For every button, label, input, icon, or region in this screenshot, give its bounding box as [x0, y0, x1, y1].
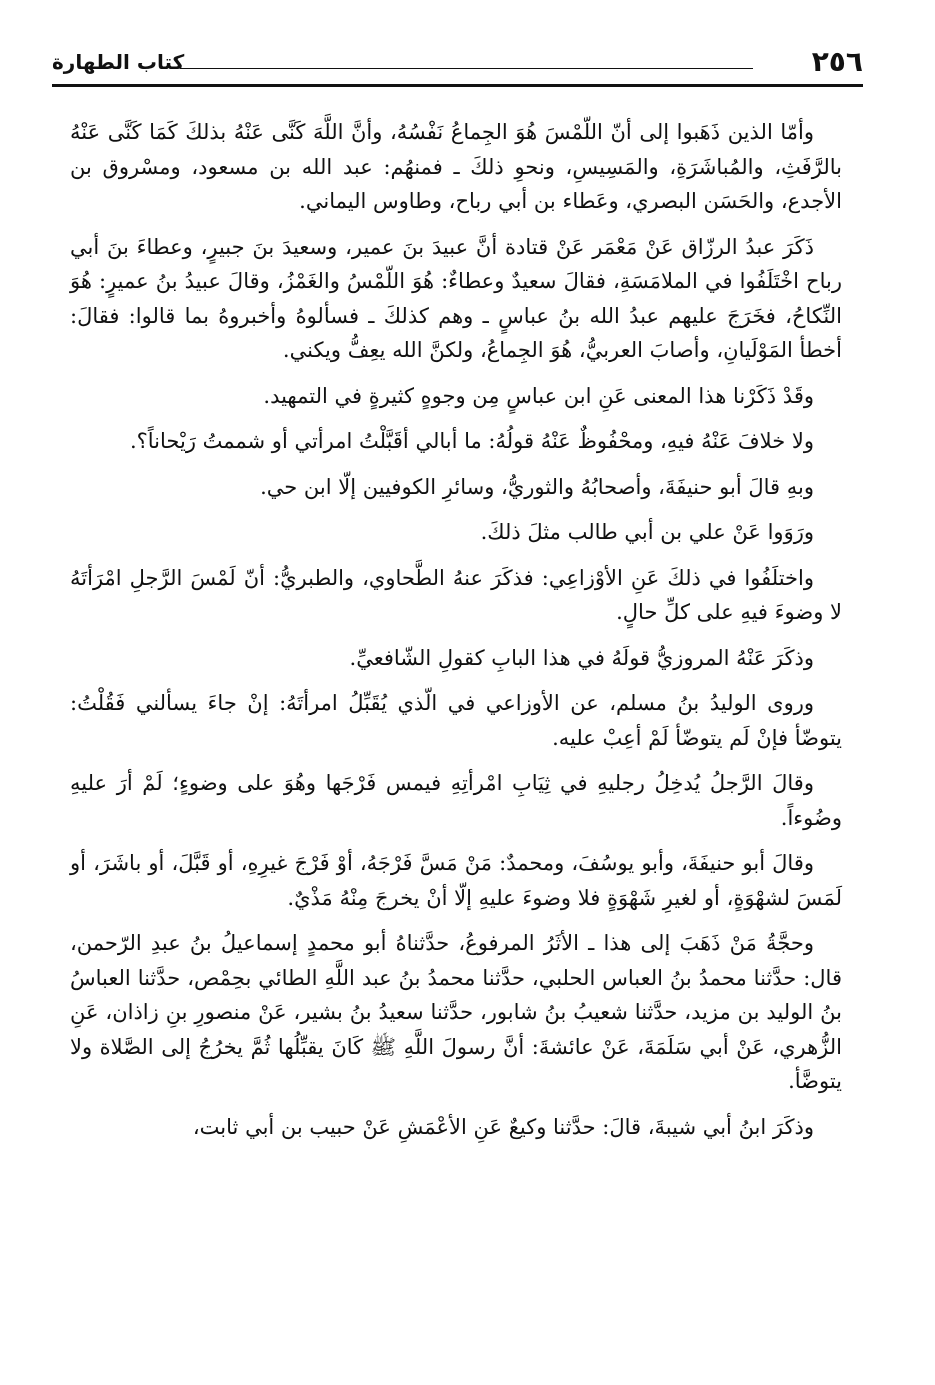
- paragraph: واختلَفُوا في ذلكَ عَنِ الأوْزاعِي: فذكَرَ عنهُ الطَّحاوي، والطبريُّ: أنّ لَمْسَ الرَّجلِ امْرَأتَهُ لا وضوءَ فيهِ على كلِّ حالٍ.: [70, 565, 842, 624]
- running-title: كتاب الطهارة: [52, 50, 185, 74]
- paragraph: وقالَ الرَّجلُ يُدخِلُ رجليهِ في ثِيَابِ امْرأتِهِ فيمس فَرْجَها وهُوَ على وضوءٍ؛ لَمْ أرَ عليهِ وضُوءاً.: [70, 771, 842, 830]
- page-header: [52, 40, 863, 80]
- header-divider-line: [180, 68, 753, 69]
- main-text: [70, 115, 842, 1155]
- paragraph: وقالَ أبو حنيفَةَ، وأبو يوسُفَ، ومحمدٌ: مَنْ مَسَّ فَرْجَهُ، أوْ فَرْجَ غيرِهِ، أو قَبَّلَ، أو باشَرَ، أو لَمَسَ لشهْوَةٍ، أو لغيرِ شَهْوَةٍ فلا وضوءَ عليهِ إلّا أنْ يخرجَ مِنْهُ مَذْيٌ.: [70, 851, 842, 910]
- paragraph: وروى الوليدُ بنُ مسلم، عن الأوزاعي في الّذي يُقَبِّلُ امرأتَهُ: إنْ جاءَ يسألني فَقُلْتُ: يتوضّأ فإنْ لَم يتوضّأ لَمْ أعِبْ عليه.: [70, 691, 842, 750]
- page-number: ٢٥٦: [811, 45, 863, 78]
- paragraph: وبهِ قالَ أبو حنيفَةَ، وأصحابُهُ والثوريُّ، وسائرِ الكوفيين إلّا ابن حي.: [260, 474, 814, 499]
- paragraph: ولا خلافَ عَنْهُ فيهِ، ومحْفُوظٌ عَنْهُ قولُهُ: ما أبالي أقَبَّلْتُ امرأتي أو شممتُ رَيْحاناً؟.: [129, 429, 814, 453]
- paragraph: ذَكَرَ عبدُ الرزّاق عَنْ مَعْمَر عَنْ قتادة أنَّ عبيدَ بنَ عمير، وسعيدَ بنَ جبيرٍ، وعطاءَ بنَ أبي رباح اخْتَلَفُوا في الملامَسَةِ، فقالَ سعيدٌ وعطاءٌ: هُوَ اللّمْسُ والغَمْزُ، وقالَ عبيدُ بنُ عميرٍ: هُوَ النِّكاحُ، فخَرَجَ عليهم عبدُ الله بنُ عباسٍ ـ وهم كذلكَ ـ فسألوهُ وأخبروهُ بما قالوا: فقالَ: أخطأ المَوْلَيانِ، وأصابَ العربيُّ، هُوَ الجِماعُ، ولكنَّ الله يعِفُّ ويكني.: [70, 234, 842, 362]
- paragraph: ورَوَوا عَنْ علي بن أبي طالب مثلَ ذلكَ.: [480, 520, 814, 544]
- paragraph: وذكَرَ ابنُ أبي شيبةَ، قالَ: حدَّثنا وكيعٌ عَنِ الأعْمَشِ عَنْ حبيب بن أبي ثابت،: [192, 1114, 814, 1139]
- paragraph: وحجَّةُ مَنْ ذَهَبَ إلى هذا ـ الأثَرُ المرفوعُ، حدَّثناهُ أبو محمدٍ إسماعيلُ بنُ عبدِ الرّحمن، قال: حدَّثنا محمدُ بنُ العباس الحلبي، حدَّثنا محمدُ بنُ عبد اللَّهِ الطائي بحِمْص، حدَّثنا العباسُ بنُ الوليد بن مزيد، حدَّثنا شعيبُ بنُ شابور، حدَّثنا سعيدُ بنُ بشير، عَنْ منصورِ بنِ زاذان، عَنِ الزُّهري، عَنْ أبي سَلَمَةَ، عَنْ عائشةَ: أنَّ رسولَ اللَّهِ ﷺ كَانَ يقبِّلُها ثُمَّ يخرُجُ إلى الصَّلاة ولا يتوضَّأ.: [70, 931, 842, 1093]
- header-rule: [52, 84, 863, 87]
- paragraph: وذكَرَ عَنْهُ المروزيُّ قولَهُ في هذا البابِ كقولِ الشّافعيِّ.: [349, 645, 814, 670]
- paragraph: وأمّا الذين ذَهَبوا إلى أنّ اللّمْسَ هُوَ الجِماعُ نَفْسُهُ، وأنَّ اللَّهَ كَنَّى عَنْهُ بذلكَ كَمَا كَنَّى عَنْهُ بالرَّفَثِ، والمُباشَرَةِ، والمَسِيسِ، ونحوِ ذلكَ ـ فمنهُم: عبد الله بن مسعود، ومسْروق بن الأجدع، والحَسَن البصري، وعَطاء بن أبي رباح، وطاوس اليماني.: [70, 120, 842, 213]
- paragraph: وقَدْ ذَكَرْنا هذا المعنى عَنِ ابن عباسٍ مِن وجوهٍ كثيرةٍ في التمهيد.: [263, 383, 814, 408]
